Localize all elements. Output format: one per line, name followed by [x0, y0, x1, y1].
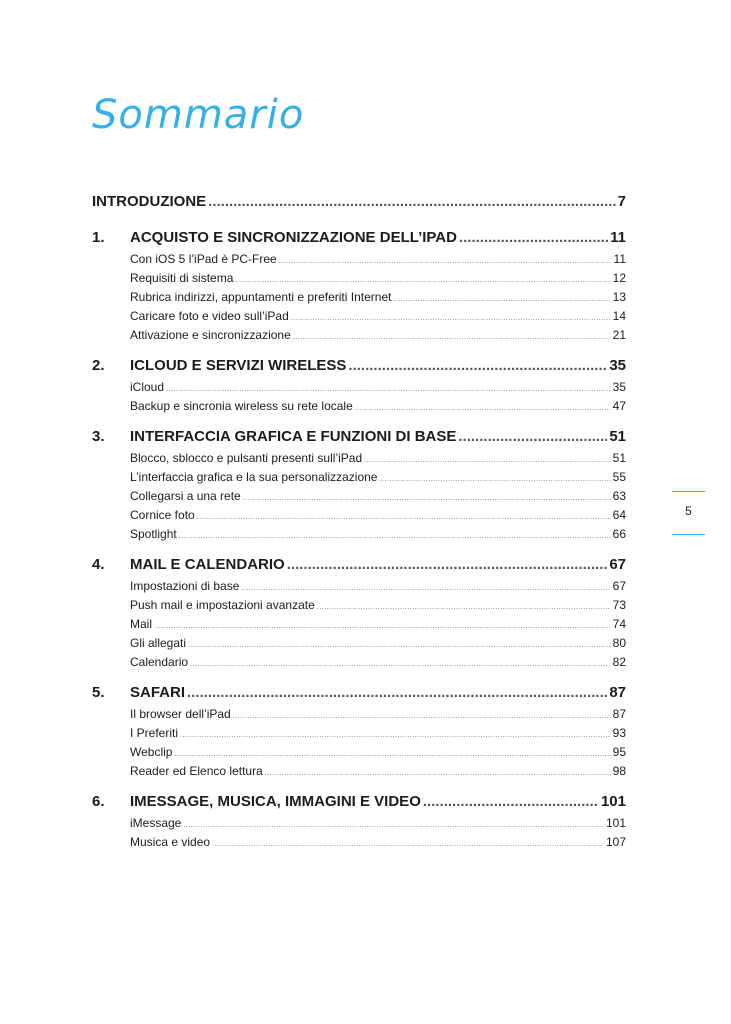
- entry-label: Impostazioni di base: [130, 579, 240, 593]
- chapter-heading: [92, 428, 626, 451]
- entry-label: Reader ed Elenco lettura: [130, 764, 263, 778]
- dot-leader: [154, 623, 611, 630]
- entry-label: Push mail e impostazioni avanzate: [130, 598, 315, 612]
- dot-leader: [364, 457, 611, 464]
- chapter-number: 5.: [92, 684, 105, 701]
- entry-label: Rubrica indirizzi, appuntamenti e preferiti Internet: [130, 290, 392, 304]
- chapter-number: 6.: [92, 793, 105, 810]
- entry-label: Calendario: [130, 655, 189, 669]
- dot-leader: [348, 357, 607, 374]
- dot-leader: [174, 751, 610, 758]
- toc-entry: [130, 271, 626, 290]
- toc-intro-row: [92, 193, 626, 215]
- chapter-title: MAIL E CALENDARIO: [130, 556, 285, 573]
- chapter-number: 1.: [92, 229, 105, 246]
- chapter-title: INTERFACCIA GRAFICA E FUNZIONI DI BASE: [130, 428, 457, 445]
- toc-entry: [130, 399, 626, 418]
- entry-page: 55: [612, 470, 626, 484]
- dot-leader: [188, 642, 611, 649]
- toc-entry: [130, 835, 626, 854]
- chapter-heading: [92, 684, 626, 707]
- entry-page: 74: [612, 617, 626, 631]
- dot-leader: [293, 334, 611, 341]
- entry-label: iMessage: [130, 816, 182, 830]
- dot-leader: [458, 428, 607, 445]
- entry-label: Il browser dell’iPad: [130, 707, 231, 721]
- entry-page: 95: [612, 745, 626, 759]
- entry-page: 93: [612, 726, 626, 740]
- entry-page: 11: [613, 252, 626, 266]
- dot-leader: [459, 229, 608, 246]
- dot-leader: [291, 315, 611, 322]
- chapter-number: 4.: [92, 556, 105, 573]
- page-title: Sommario: [92, 92, 305, 138]
- dot-leader: [233, 713, 611, 720]
- chapter-number: 3.: [92, 428, 105, 445]
- chapter-page: 101: [600, 793, 626, 810]
- toc-entry: [130, 489, 626, 508]
- dot-leader: [187, 684, 607, 701]
- chapter-title: ACQUISTO E SINCRONIZZAZIONE DELL’IPAD: [130, 229, 457, 246]
- entry-label: Caricare foto e video sull’iPad: [130, 309, 289, 323]
- entry-page: 98: [612, 764, 626, 778]
- chapter-title: ICLOUD E SERVIZI WIRELESS: [130, 357, 347, 374]
- dot-leader: [197, 514, 611, 521]
- entry-page: 101: [605, 816, 626, 830]
- entry-label: Webclip: [130, 745, 173, 759]
- entry-page: 47: [612, 399, 626, 413]
- chapter-page: 67: [609, 556, 626, 573]
- toc-entry: [130, 470, 626, 489]
- dot-leader: [279, 258, 612, 265]
- toc-entry: [130, 328, 626, 347]
- toc-entry: [130, 707, 626, 726]
- toc-entry: [130, 726, 626, 745]
- chapter-page: 35: [609, 357, 626, 374]
- chapter-list: [92, 229, 626, 854]
- chapter-section: [92, 428, 626, 546]
- entry-label: Collegarsi a una rete: [130, 489, 241, 503]
- toc-entry: [130, 636, 626, 655]
- entry-label: I Preferiti: [130, 726, 179, 740]
- intro-page: 7: [617, 193, 626, 210]
- entry-page: 35: [612, 380, 626, 394]
- toc-entry: [130, 527, 626, 546]
- entry-page: 21: [612, 328, 626, 342]
- dot-leader: [317, 604, 611, 611]
- entry-label: L’interfaccia grafica e la sua personalizzazione: [130, 470, 378, 484]
- dot-leader: [183, 822, 604, 829]
- entry-label: Mail: [130, 617, 153, 631]
- chapter-title: IMESSAGE, MUSICA, IMMAGINI E VIDEO: [130, 793, 421, 810]
- dot-leader: [423, 793, 599, 810]
- chapter-page: 11: [610, 229, 626, 246]
- entry-page: 14: [612, 309, 626, 323]
- toc-entry: [130, 508, 626, 527]
- entry-page: 82: [612, 655, 626, 669]
- chapter-heading: [92, 357, 626, 380]
- entry-page: 51: [612, 451, 626, 465]
- entry-label: Backup e sincronia wireless su rete locale: [130, 399, 353, 413]
- toc-entry: [130, 380, 626, 399]
- entry-label: iCloud: [130, 380, 165, 394]
- entry-page: 12: [612, 271, 626, 285]
- toc-entry: [130, 745, 626, 764]
- chapter-section: [92, 357, 626, 418]
- dot-leader: [180, 732, 611, 739]
- chapter-heading: [92, 556, 626, 579]
- entry-page: 67: [612, 579, 626, 593]
- toc-entry: [130, 290, 626, 309]
- dot-leader: [212, 841, 604, 848]
- entry-label: Requisiti di sistema: [130, 271, 234, 285]
- toc-entry: [130, 252, 626, 271]
- dot-leader: [208, 193, 615, 210]
- chapter-page: 87: [609, 684, 626, 701]
- chapter-section: [92, 793, 626, 854]
- toc-entry: [130, 764, 626, 783]
- entry-page: 80: [612, 636, 626, 650]
- entry-page: 63: [612, 489, 626, 503]
- dot-leader: [235, 277, 610, 284]
- toc-entry: [130, 309, 626, 328]
- entry-label: Attivazione e sincronizzazione: [130, 328, 291, 342]
- entry-label: Gli allegati: [130, 636, 187, 650]
- entry-page: 73: [612, 598, 626, 612]
- chapter-heading: [92, 793, 626, 816]
- dot-leader: [241, 585, 610, 592]
- entry-page: 13: [612, 290, 626, 304]
- toc-entry: [130, 579, 626, 598]
- entry-label: Blocco, sblocco e pulsanti presenti sull’iPad: [130, 451, 363, 465]
- dot-leader: [393, 296, 610, 303]
- entry-page: 87: [612, 707, 626, 721]
- dot-leader: [179, 533, 611, 540]
- entry-page: 66: [612, 527, 626, 541]
- entry-label: Con iOS 5 l’iPad è PC-Free: [130, 252, 277, 266]
- table-of-contents: [92, 193, 626, 864]
- dot-leader: [379, 476, 610, 483]
- dot-leader: [265, 770, 611, 777]
- page-number: 5: [685, 504, 692, 518]
- chapter-section: [92, 556, 626, 674]
- dot-leader: [243, 495, 611, 502]
- chapter-heading: [92, 229, 626, 252]
- page-number-marker: [672, 491, 705, 535]
- entry-page: 107: [605, 835, 626, 849]
- toc-entry: [130, 617, 626, 636]
- dot-leader: [355, 405, 611, 412]
- entry-label: Cornice foto: [130, 508, 195, 522]
- chapter-page: 51: [609, 428, 626, 445]
- dot-leader: [287, 556, 608, 573]
- dot-leader: [166, 386, 611, 393]
- toc-entry: [130, 451, 626, 470]
- entry-label: Musica e video: [130, 835, 211, 849]
- toc-entry: [130, 655, 626, 674]
- dot-leader: [190, 661, 611, 668]
- chapter-section: [92, 684, 626, 783]
- chapter-number: 2.: [92, 357, 105, 374]
- intro-label: INTRODUZIONE: [92, 193, 207, 210]
- entry-page: 64: [612, 508, 626, 522]
- chapter-title: SAFARI: [130, 684, 186, 701]
- entry-label: Spotlight: [130, 527, 177, 541]
- toc-entry: [130, 816, 626, 835]
- chapter-section: [92, 229, 626, 347]
- toc-entry: [130, 598, 626, 617]
